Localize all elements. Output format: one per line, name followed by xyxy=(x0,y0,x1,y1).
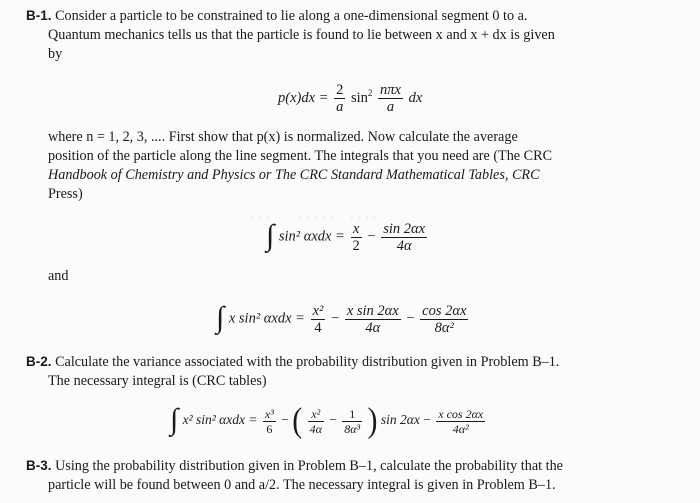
problem-b3-line-1: Using the probability distribution given in Problem B–1, calculate the probability that the xyxy=(55,458,563,474)
eq1-dx: dx xyxy=(408,89,423,106)
eq1-square: 2 xyxy=(367,88,373,98)
problem-b2-line-1: Calculate the variance associated with the probability distribution given in Problem B–1. xyxy=(55,354,560,370)
eq4-f2-num: x² xyxy=(308,407,324,422)
eq4-f1-den: 6 xyxy=(266,421,273,436)
eq2-f2-den: 4α xyxy=(396,237,412,254)
eq4-f3-num: 1 xyxy=(342,407,362,422)
equation-integral-sin-squared xyxy=(266,220,429,254)
problem-b2-line-2: The necessary integral is (CRC tables) xyxy=(48,373,267,389)
eq2-f2-num: sin 2αx xyxy=(383,220,426,237)
eq2-integrand: sin² αxdx = xyxy=(278,228,345,245)
eq4-fraction-3 xyxy=(342,407,362,436)
problem-b3-id: B-3. xyxy=(26,458,52,473)
integral-sign: ∫ xyxy=(266,219,275,252)
eq3-f3-num: cos 2αx xyxy=(422,302,467,319)
integral-sign: ∫ xyxy=(170,403,179,436)
eq3-f1-den: 4 xyxy=(314,319,322,336)
eq1-arg-den: a xyxy=(386,99,395,115)
problem-b3-line-2: particle will be found between 0 and a/2. The necessary integral is given in Problem B–1. xyxy=(48,477,556,493)
eq1-fraction-2-over-a xyxy=(334,82,345,115)
eq3-f2-den: 4α xyxy=(365,319,381,336)
eq2-f1-den: 2 xyxy=(352,237,360,254)
problem-b1-body-line-2: position of the particle along the line segment. The integrals that you need are (The CRC xyxy=(48,148,553,164)
equation-integral-x-sin-squared xyxy=(216,302,470,336)
eq4-f1-num: x³ xyxy=(264,406,274,421)
eq1-lhs: p(x)dx = xyxy=(278,89,329,106)
eq4-minus-3: − xyxy=(423,412,431,428)
problem-b1-line-1: Consider a particle to be constrained to lie along a one-dimensional segment 0 to a. xyxy=(55,8,528,24)
eq4-minus-2: − xyxy=(329,412,337,428)
equation-probability-density xyxy=(278,82,422,115)
and-label: and xyxy=(48,268,69,284)
eq3-integrand: x sin² αxdx = xyxy=(228,310,305,327)
eq3-f1-num: x² xyxy=(312,302,324,319)
problem-b2 xyxy=(26,352,686,391)
problem-b2-id: B-2. xyxy=(26,354,52,369)
problem-b1-body-line-3: Handbook of Chemistry and Physics or The CRC Standard Mathematical Tables, CRC xyxy=(48,167,540,183)
eq4-f4-den: 4α² xyxy=(452,421,469,436)
eq1-frac-num: 2 xyxy=(336,82,344,98)
eq1-frac-den: a xyxy=(336,99,344,115)
eq3-f3-den: 8α² xyxy=(434,319,454,336)
eq4-f4-num: x cos 2αx xyxy=(438,406,484,421)
eq4-fraction-1 xyxy=(263,407,276,436)
integral-sign: ∫ xyxy=(216,301,225,334)
eq3-fraction-2 xyxy=(345,303,401,336)
problem-b1-body xyxy=(48,128,688,204)
eq2-fraction-1 xyxy=(351,221,362,254)
eq1-fraction-arg xyxy=(378,82,403,115)
eq4-integrand: x² sin² αxdx = xyxy=(182,412,258,428)
eq4-minus-1: − xyxy=(281,412,289,428)
eq3-minus-2: − xyxy=(406,310,415,327)
eq1-arg-num: nπx xyxy=(380,82,401,98)
eq3-fraction-3 xyxy=(420,303,468,336)
problem-b1-line-3: by xyxy=(48,46,63,62)
eq2-f1-num: x xyxy=(351,221,362,238)
eq1-sin: sin xyxy=(350,89,368,106)
eq4-f2-den: 4α xyxy=(309,421,322,436)
problem-b3 xyxy=(26,456,686,495)
eq3-fraction-1 xyxy=(311,303,326,336)
eq2-minus: − xyxy=(367,228,376,245)
eq3-f2-num: x sin 2αx xyxy=(346,302,399,319)
eq4-fraction-4 xyxy=(436,407,485,436)
problem-b1-body-line-1: where n = 1, 2, 3, .... First show that p(x) is normalized. Now calculate the average xyxy=(48,129,518,145)
eq4-fraction-2 xyxy=(308,407,324,436)
eq4-right-paren: ) xyxy=(367,401,378,440)
equation-integral-x2-sin-squared xyxy=(170,401,487,440)
eq2-fraction-2 xyxy=(381,221,427,254)
eq4-mid: sin 2αx xyxy=(380,412,420,428)
eq4-f3-den: 8α³ xyxy=(344,421,361,436)
eq4-left-paren: ( xyxy=(292,401,303,440)
eq3-minus-1: − xyxy=(331,310,340,327)
bleed-through-text: · · · · · · · · · · · · xyxy=(250,210,377,225)
problem-b1-body-line-4: Press) xyxy=(48,186,83,202)
problem-b1-line-2: Quantum mechanics tells us that the particle is found to lie between x and x + dx is given xyxy=(48,27,555,43)
problem-b1-id: B-1. xyxy=(26,8,52,23)
problem-b1-intro xyxy=(26,6,686,64)
